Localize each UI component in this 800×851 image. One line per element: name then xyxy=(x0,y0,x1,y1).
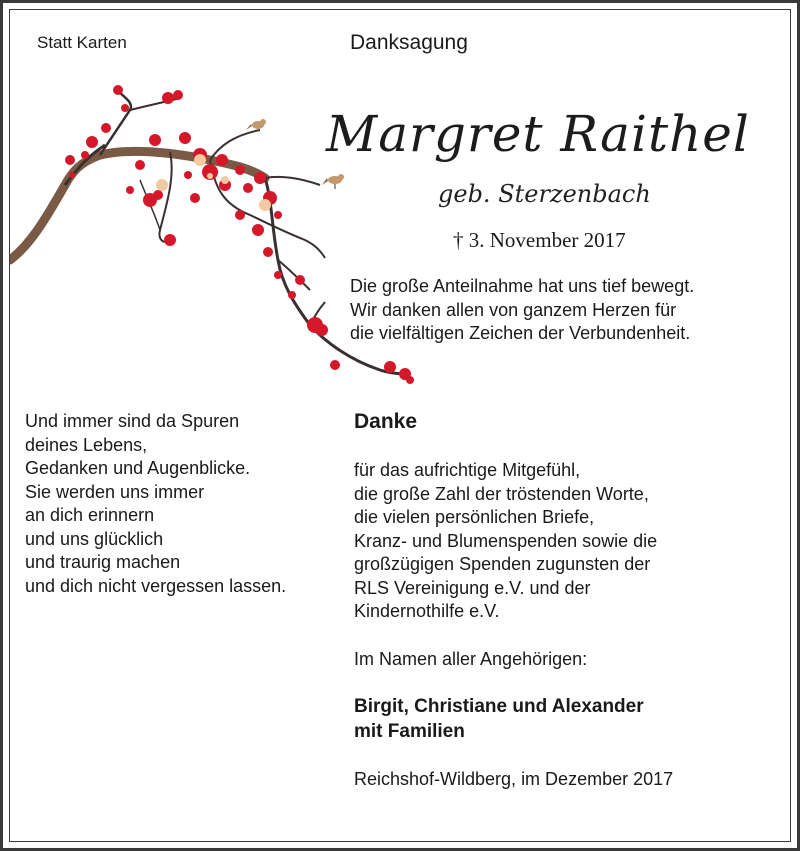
notice-title: Danksagung xyxy=(350,31,468,54)
poem-line: und uns glücklich xyxy=(25,528,164,549)
birth-name: geb. Sterzenbach xyxy=(438,180,651,208)
bird-icon xyxy=(322,174,344,189)
place-date: Reichshof-Wildberg, im Dezember 2017 xyxy=(354,769,674,789)
thanks-line: großzügigen Spenden zugunsten der xyxy=(354,554,651,574)
signers-line: mit Familien xyxy=(354,721,465,742)
thanks-line: Kranz- und Blumenspenden sowie die xyxy=(354,530,658,551)
death-date: † 3. November 2017 xyxy=(453,228,626,252)
thanks-text xyxy=(354,459,774,624)
poem-line: und dich nicht vergessen lassen. xyxy=(25,575,287,596)
poem-line: deines Lebens, xyxy=(25,434,148,455)
signers-line: Birgit, Christiane und Alexander xyxy=(354,696,644,717)
thanks-line: die große Zahl der tröstenden Worte, xyxy=(354,483,649,504)
poem-line: Gedanken und Augenblicke. xyxy=(25,458,251,478)
poem-line: an dich erinnern xyxy=(25,505,155,525)
thanks-line: für das aufrichtige Mitgefühl, xyxy=(354,460,581,480)
intro-text xyxy=(350,275,770,346)
poem-line: Sie werden uns immer xyxy=(25,481,205,502)
intro-line: Die große Anteilnahme hat uns tief bewegt. xyxy=(350,276,695,296)
poem-line: und traurig machen xyxy=(25,552,181,572)
bird-icon xyxy=(246,119,266,130)
poem xyxy=(25,410,335,598)
statt-karten-label: Statt Karten xyxy=(37,33,127,52)
thanks-heading: Danke xyxy=(354,410,418,433)
intro-line: Wir danken allen von ganzem Herzen für xyxy=(350,299,677,320)
intro-line: die vielfältigen Zeichen der Verbundenheit. xyxy=(350,323,691,343)
poem-line: Und immer sind da Spuren xyxy=(25,411,240,431)
signers xyxy=(354,694,644,744)
thanks-line: die vielen persönlichen Briefe, xyxy=(354,507,595,527)
thanks-line: RLS Vereinigung e.V. und der xyxy=(354,577,591,598)
on-behalf-label: Im Namen aller Angehörigen: xyxy=(354,649,588,669)
deceased-name: Margret Raithel xyxy=(326,105,750,163)
thanks-line: Kindernothilfe e.V. xyxy=(354,601,500,621)
